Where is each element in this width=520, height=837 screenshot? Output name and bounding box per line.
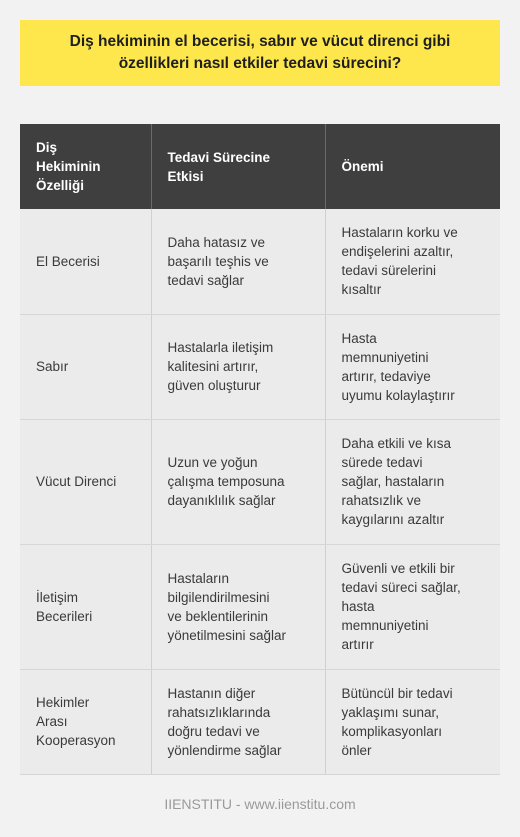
cell-effect: [151, 419, 325, 544]
table-row: [20, 209, 500, 314]
cell-line: memnuniyetini: [341, 349, 429, 365]
header-feature-line: Diş: [36, 140, 58, 155]
cell-importance: [325, 544, 500, 669]
header-effect-line: Tedavi Sürecine: [167, 149, 271, 165]
footer-credit: IIENSTITU - www.iienstitu.com: [164, 796, 356, 812]
header-importance: [325, 124, 500, 209]
cell-feature: [20, 209, 151, 314]
cell-line: uyumu kolaylaştırır: [341, 387, 455, 403]
header-feature-line: Hekiminin: [36, 159, 101, 174]
comparison-table-container: [20, 124, 500, 775]
table-row: [20, 669, 500, 774]
cell-line: rahatsızlık ve: [341, 493, 422, 508]
cell-line: tedavi süreci sağlar,: [341, 580, 461, 595]
cell-line: Hekimler: [36, 695, 90, 710]
cell-line: doğru tedavi ve: [167, 723, 260, 739]
cell-line: Uzun ve yoğun: [167, 455, 258, 470]
cell-effect: [151, 669, 325, 774]
cell-line: Arası: [36, 714, 68, 729]
cell-line: hasta: [341, 599, 375, 614]
table-row: [20, 419, 500, 544]
cell-line: İletişim: [36, 589, 79, 605]
cell-importance: [325, 419, 500, 544]
cell-line: sürede tedavi: [341, 455, 423, 470]
cell-line: Sabır: [36, 359, 69, 374]
cell-line: Hastanın diğer: [167, 685, 256, 701]
header-effect-line: Etkisi: [167, 168, 204, 184]
cell-line: yönlendirme sağlar: [167, 742, 282, 758]
header-row: [20, 124, 500, 209]
cell-line: Becerileri: [36, 608, 93, 624]
table-row: [20, 314, 500, 419]
cell-line: kalitesini artırır,: [167, 359, 259, 374]
cell-line: endişelerini azaltır,: [341, 244, 454, 260]
cell-line: Hastaların korku ve: [341, 225, 458, 241]
cell-line: sağlar, hastaların: [341, 474, 445, 489]
cell-line: tedavi sağlar: [167, 272, 245, 288]
cell-line: Vücut Direnci: [36, 474, 117, 489]
table-body: [20, 209, 500, 774]
cell-feature: [20, 419, 151, 544]
comparison-table: [20, 124, 500, 775]
cell-line: ve beklentilerinin: [167, 608, 269, 624]
cell-line: Daha hatasız ve: [167, 234, 266, 250]
cell-line: artırır, tedaviye: [341, 368, 431, 384]
cell-feature: [20, 669, 151, 774]
cell-line: Kooperasyon: [36, 733, 116, 748]
cell-effect: [151, 209, 325, 314]
cell-line: artırır: [341, 637, 374, 652]
header-effect: [151, 124, 325, 209]
cell-line: başarılı teşhis ve: [167, 253, 269, 269]
cell-importance: [325, 209, 500, 314]
cell-line: Bütüncül bir tedavi: [341, 685, 453, 701]
header-feature: [20, 124, 151, 209]
cell-line: önler: [341, 742, 372, 758]
cell-line: yönetilmesini sağlar: [167, 627, 287, 643]
title-line-1: Diş hekiminin el becerisi, sabır ve vücut direnci gibi: [69, 33, 451, 50]
cell-line: dayanıklılık sağlar: [167, 493, 276, 508]
cell-line: bilgilendirilmesini: [167, 589, 270, 605]
cell-line: rahatsızlıklarında: [167, 704, 271, 720]
cell-line: tedavi sürelerini: [341, 263, 437, 279]
cell-line: Güvenli ve etkili bir: [341, 561, 455, 576]
cell-effect: [151, 544, 325, 669]
cell-line: memnuniyetini: [341, 618, 429, 633]
cell-line: Hasta: [341, 330, 377, 346]
title-line-2: özellikleri nasıl etkiler tedavi sürecini?: [118, 55, 402, 72]
cell-line: Hastaların: [167, 570, 230, 586]
cell-feature: [20, 544, 151, 669]
cell-line: El Becerisi: [36, 253, 100, 269]
cell-line: kaygılarını azaltır: [341, 512, 445, 527]
cell-line: Hastalarla iletişim: [167, 340, 274, 355]
table-row: [20, 544, 500, 669]
page-title: [70, 31, 451, 75]
title-banner: [20, 20, 500, 86]
cell-importance: [325, 669, 500, 774]
cell-line: komplikasyonları: [341, 723, 443, 739]
cell-feature: [20, 314, 151, 419]
table-header: [20, 124, 500, 209]
cell-line: yaklaşımı sunar,: [341, 704, 440, 720]
header-importance-line: Önemi: [341, 159, 384, 174]
cell-line: kısaltır: [341, 282, 382, 298]
cell-effect: [151, 314, 325, 419]
cell-importance: [325, 314, 500, 419]
header-feature-line: Özelliği: [36, 178, 85, 193]
cell-line: güven oluşturur: [167, 378, 261, 393]
cell-line: Daha etkili ve kısa: [341, 436, 452, 451]
cell-line: çalışma temposuna: [167, 474, 285, 489]
